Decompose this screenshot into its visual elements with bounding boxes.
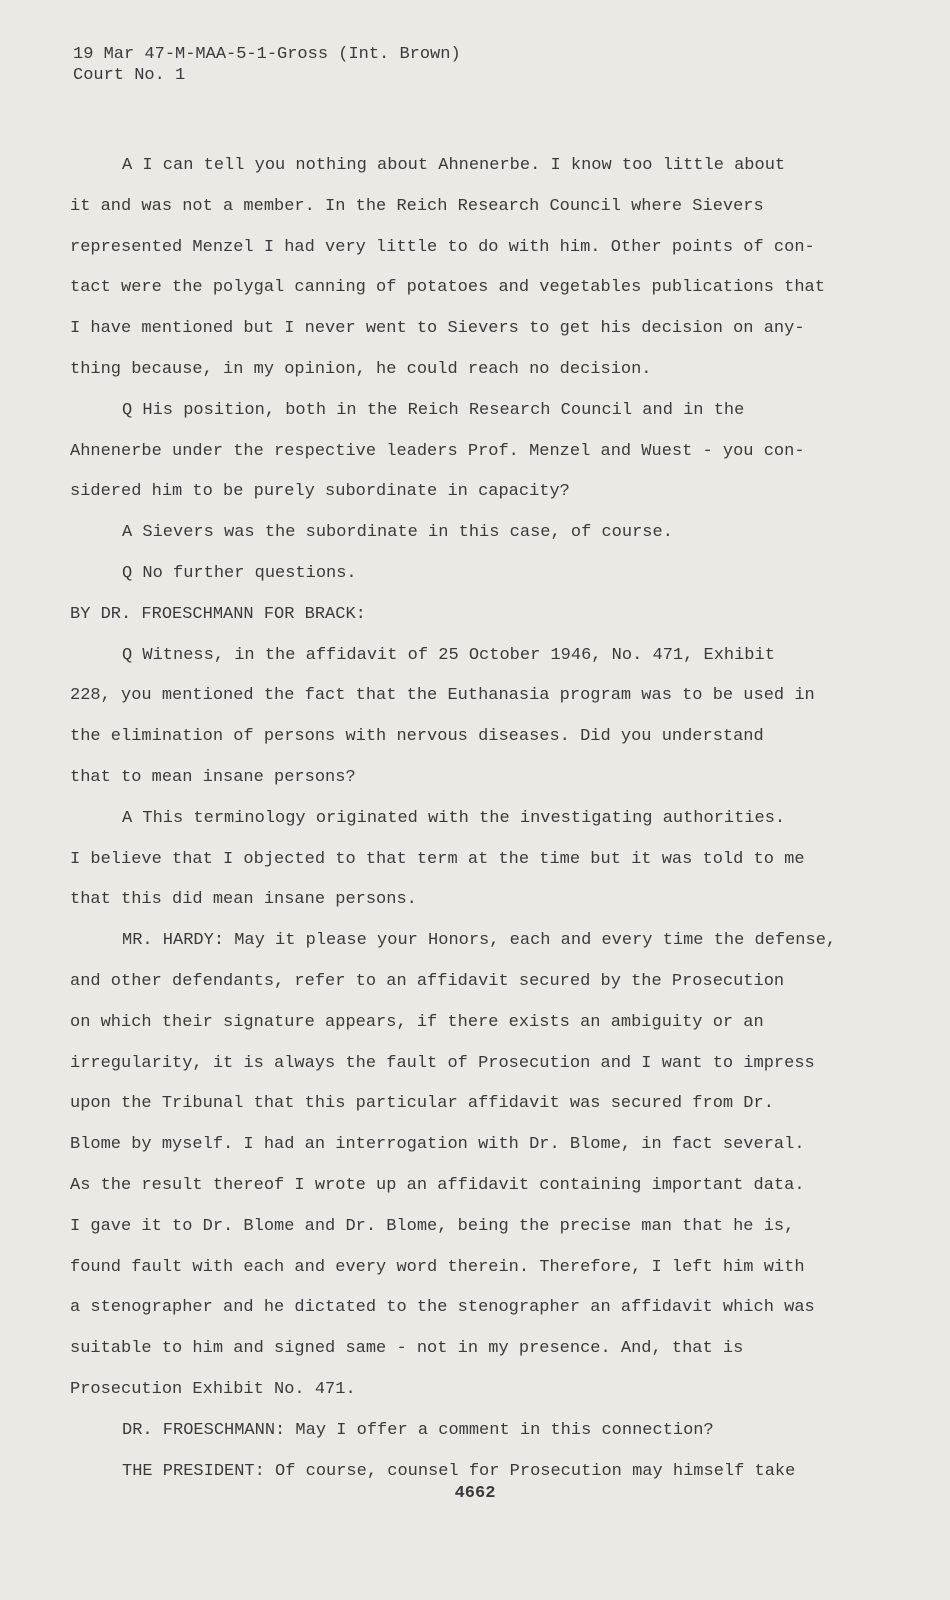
transcript-line: on which their signature appears, if there exists an ambiguity or an xyxy=(70,1012,764,1032)
transcript-line: represented Menzel I had very little to do with him. Other points of con- xyxy=(70,237,815,257)
transcript-line: I have mentioned but I never went to Sievers to get his decision on any- xyxy=(70,319,805,339)
transcript-line: Blome by myself. I had an interrogation with Dr. Blome, in fact several. xyxy=(70,1135,805,1155)
transcript-body xyxy=(70,146,840,1492)
transcript-line: a stenographer and he dictated to the stenographer an affidavit which was xyxy=(70,1298,815,1318)
header-court: Court No. 1 xyxy=(73,66,186,85)
transcript-line: it and was not a member. In the Reich Research Council where Sievers xyxy=(70,196,764,216)
transcript-line: irregularity, it is always the fault of Prosecution and I want to impress xyxy=(70,1053,815,1073)
transcript-line: thing because, in my opinion, he could reach no decision. xyxy=(70,359,652,379)
transcript-line: MR. HARDY: May it please your Honors, each and every time the defense, xyxy=(122,931,837,951)
transcript-line: and other defendants, refer to an affidavit secured by the Prosecution xyxy=(70,971,785,991)
transcript-line: Prosecution Exhibit No. 471. xyxy=(70,1379,356,1399)
page-header xyxy=(73,44,461,86)
transcript-line: THE PRESIDENT: Of course, counsel for Prosecution may himself take xyxy=(122,1461,796,1481)
transcript-line: Q His position, both in the Reich Research Council and in the xyxy=(122,400,745,420)
transcript-line: Ahnenerbe under the respective leaders Prof. Menzel and Wuest - you con- xyxy=(70,441,805,461)
section-heading: BY DR. FROESCHMANN FOR BRACK: xyxy=(70,604,366,624)
header-reference: 19 Mar 47-M-MAA-5-1-Gross (Int. Brown) xyxy=(73,45,461,64)
transcript-line: Q No further questions. xyxy=(122,563,357,583)
page-number: 4662 xyxy=(454,1484,496,1503)
transcript-line: suitable to him and signed same - not in my presence. And, that is xyxy=(70,1339,744,1359)
transcript-line: A This terminology originated with the investigating authorities. xyxy=(122,808,786,828)
transcript-line: I gave it to Dr. Blome and Dr. Blome, being the precise man that he is, xyxy=(70,1216,795,1236)
transcript-line: the elimination of persons with nervous diseases. Did you understand xyxy=(70,727,764,747)
transcript-line: A Sievers was the subordinate in this case, of course. xyxy=(122,523,673,543)
transcript-line: As the result thereof I wrote up an affidavit containing important data. xyxy=(70,1175,805,1195)
transcript-line: found fault with each and every word therein. Therefore, I left him with xyxy=(70,1257,805,1277)
transcript-line: upon the Tribunal that this particular affidavit was secured from Dr. xyxy=(70,1094,774,1114)
transcript-line: Q Witness, in the affidavit of 25 October 1946, No. 471, Exhibit xyxy=(122,645,775,665)
transcript-line: I believe that I objected to that term at the time but it was told to me xyxy=(70,849,805,869)
transcript-line: tact were the polygal canning of potatoes and vegetables publications that xyxy=(70,278,825,298)
transcript-line: that to mean insane persons? xyxy=(70,767,356,787)
transcript-line: sidered him to be purely subordinate in capacity? xyxy=(70,482,570,502)
transcript-line: 228, you mentioned the fact that the Euthanasia program was to be used in xyxy=(70,686,815,706)
transcript-line: DR. FROESCHMANN: May I offer a comment in this connection? xyxy=(122,1420,714,1440)
transcript-line: A I can tell you nothing about Ahnenerbe. I know too little about xyxy=(122,156,786,175)
transcript-line: that this did mean insane persons. xyxy=(70,890,417,910)
